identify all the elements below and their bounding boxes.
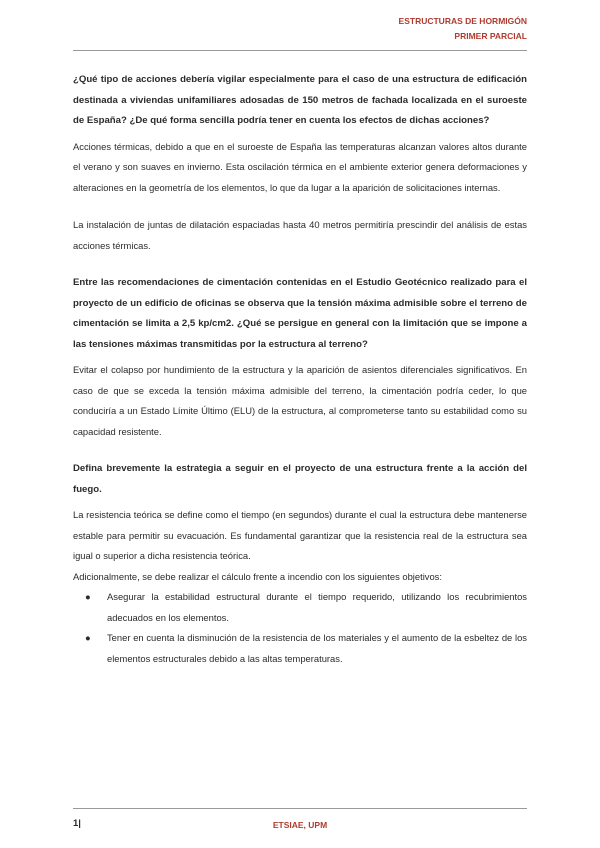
list-item-text: Tener en cuenta la disminución de la resistencia de los materiales y el aumento de la esbeltez de los elementos estructurales debido a las altas temperaturas. <box>107 632 527 664</box>
list-item <box>73 587 527 628</box>
header-divider <box>73 50 527 51</box>
answer-1-paragraph-1: Acciones térmicas, debido a que en el suroeste de España las temperaturas alcanzan valores altos durante el verano y son suaves en invierno. Esta oscilación térmica en el ambiente exterior genera deformaciones y alteraciones en la geometría de los elementos, lo que da lugar a la aparición de solicitaciones internas. <box>73 140 527 193</box>
answer-3-paragraph-2: Adicionalmente, se debe realizar el cálculo frente a incendio con los siguientes objetivos: <box>73 570 442 582</box>
document-body <box>73 70 527 669</box>
header-course-title: ESTRUCTURAS DE HORMIGÓN <box>398 16 527 26</box>
list-item-text: Asegurar la estabilidad estructural durante el tiempo requerido, utilizando los recubrimientos adecuados en los elementos. <box>107 591 527 623</box>
footer-institution: ETSIAE, UPM <box>272 820 328 830</box>
page-header <box>399 14 527 44</box>
list-item <box>73 628 527 669</box>
section-thermal-actions <box>73 70 527 256</box>
bullet-icon: ● <box>85 632 91 643</box>
question-2: Entre las recomendaciones de cimentación contenidas en el Estudio Geotécnico realizado para el proyecto de un edificio de oficinas se observa que la tensión máxima admisible sobre el terreno de cimentación se limita a 2,5 kp/cm2. ¿Qué se persigue en general con la limitación que se impone a las tensiones máximas transmitidas por la estructura al terreno? <box>73 277 527 350</box>
answer-3-paragraph-1: La resistencia teórica se define como el tiempo (en segundos) durante el cual la estructura debe mantenerse estable para permitir su evacuación. Es fundamental garantizar que la resistencia real de la estructura sea igual o superior a dicha resistencia teórica. <box>73 509 527 561</box>
header-exam-title: PRIMER PARCIAL <box>454 31 527 41</box>
answer-2-paragraph-1: Evitar el colapso por hundimiento de la estructura y la aparición de asientos diferenciales significativos. En caso de que se exceda la tensión máxima admisible del terreno, la cimentación podría ceder, lo que conduciría a un Estado Límite Último (ELU) de la estructura, al comprometerse tanto su estabilidad como su capacidad resistente. <box>73 364 527 437</box>
question-3: Defina brevemente la estrategia a seguir en el proyecto de una estructura frente a la acción del fuego. <box>73 463 527 495</box>
objectives-list <box>73 587 527 669</box>
question-1: ¿Qué tipo de acciones debería vigilar especialmente para el caso de una estructura de edificación destinada a viviendas unifamiliares adosadas de 150 metros de fachada localizada en el suroeste de España? ¿De qué forma sencilla podría tener en cuenta los efectos de dichas acciones? <box>73 74 527 126</box>
section-fire <box>73 459 527 669</box>
answer-1-paragraph-2: La instalación de juntas de dilatación espaciadas hasta 40 metros permitiría prescindir del análisis de estas acciones térmicas. <box>73 219 527 251</box>
section-foundation <box>73 273 527 442</box>
bullet-icon: ● <box>85 591 91 602</box>
page-number: 1| <box>73 818 81 829</box>
footer-divider <box>73 808 527 809</box>
